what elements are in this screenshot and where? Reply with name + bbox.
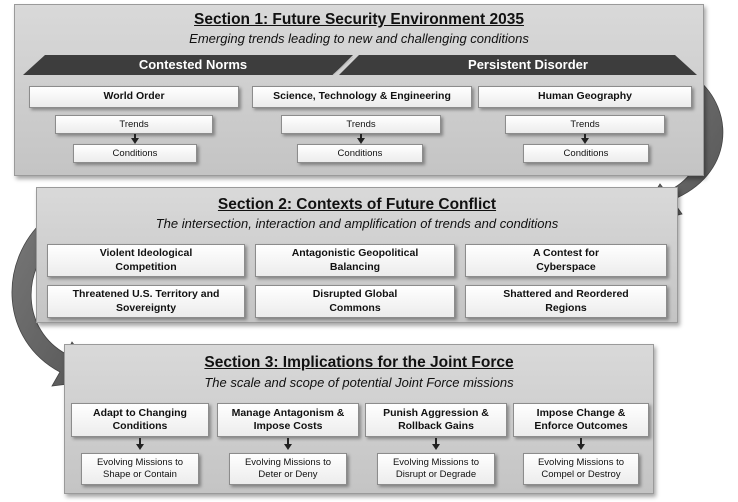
section1-panel bbox=[14, 4, 704, 176]
down-arrow-icon bbox=[136, 444, 144, 450]
manage-antagonism-box: Manage Antagonism & Impose Costs bbox=[217, 403, 359, 437]
down-arrow-icon bbox=[432, 444, 440, 450]
section2-title: Section 2: Contexts of Future Conflict bbox=[217, 196, 497, 213]
context-violent-ideological-competition: Violent Ideological Competition bbox=[47, 244, 245, 277]
context-disrupted-global-commons: Disrupted Global Commons bbox=[255, 285, 455, 318]
missions-shape-or-contain-box: Evolving Missions to Shape or Contain bbox=[81, 453, 199, 485]
missions-disrupt-or-degrade-box: Evolving Missions to Disrupt or Degrade bbox=[377, 453, 495, 485]
context-contest-for-cyberspace: A Contest for Cyberspace bbox=[465, 244, 667, 277]
context-antagonistic-geopolitical-balancing: Antagonistic Geopolitical Balancing bbox=[255, 244, 455, 277]
world-order-conditions-box: Conditions bbox=[73, 144, 197, 163]
down-arrow-icon bbox=[284, 444, 292, 450]
human-geography-conditions-box: Conditions bbox=[523, 144, 649, 163]
section3-subtitle: The scale and scope of potential Joint Force missions bbox=[204, 375, 514, 390]
section1-title: Section 1: Future Security Environment 2035 bbox=[194, 11, 524, 28]
science-conditions-box: Conditions bbox=[297, 144, 423, 163]
science-technology-box: Science, Technology & Engineering bbox=[252, 86, 472, 108]
missions-deter-or-deny-box: Evolving Missions to Deter or Deny bbox=[229, 453, 347, 485]
section1-band bbox=[23, 55, 697, 79]
section1-subtitle: Emerging trends leading to new and challenging conditions bbox=[189, 31, 529, 46]
context-shattered-reordered-regions: Shattered and Reordered Regions bbox=[465, 285, 667, 318]
section3-title: Section 3: Implications for the Joint Force bbox=[204, 354, 514, 371]
adapt-to-changing-conditions-box: Adapt to Changing Conditions bbox=[71, 403, 209, 437]
band-label-contested-norms: Contested Norms bbox=[138, 57, 248, 72]
human-geography-trends-box: Trends bbox=[505, 115, 665, 134]
section3-panel bbox=[64, 344, 654, 494]
world-order-box: World Order bbox=[29, 86, 239, 108]
human-geography-box: Human Geography bbox=[478, 86, 692, 108]
missions-compel-or-destroy-box: Evolving Missions to Compel or Destroy bbox=[523, 453, 639, 485]
world-order-trends-box: Trends bbox=[55, 115, 213, 134]
section2-panel bbox=[36, 187, 678, 323]
section2-subtitle: The intersection, interaction and amplification of trends and conditions bbox=[155, 216, 559, 231]
band-label-persistent-disorder: Persistent Disorder bbox=[468, 57, 588, 72]
down-arrow-icon bbox=[577, 444, 585, 450]
science-trends-box: Trends bbox=[281, 115, 441, 134]
context-threatened-us-territory: Threatened U.S. Territory and Sovereignty bbox=[47, 285, 245, 318]
punish-aggression-box: Punish Aggression & Rollback Gains bbox=[365, 403, 507, 437]
impose-change-box: Impose Change & Enforce Outcomes bbox=[513, 403, 649, 437]
